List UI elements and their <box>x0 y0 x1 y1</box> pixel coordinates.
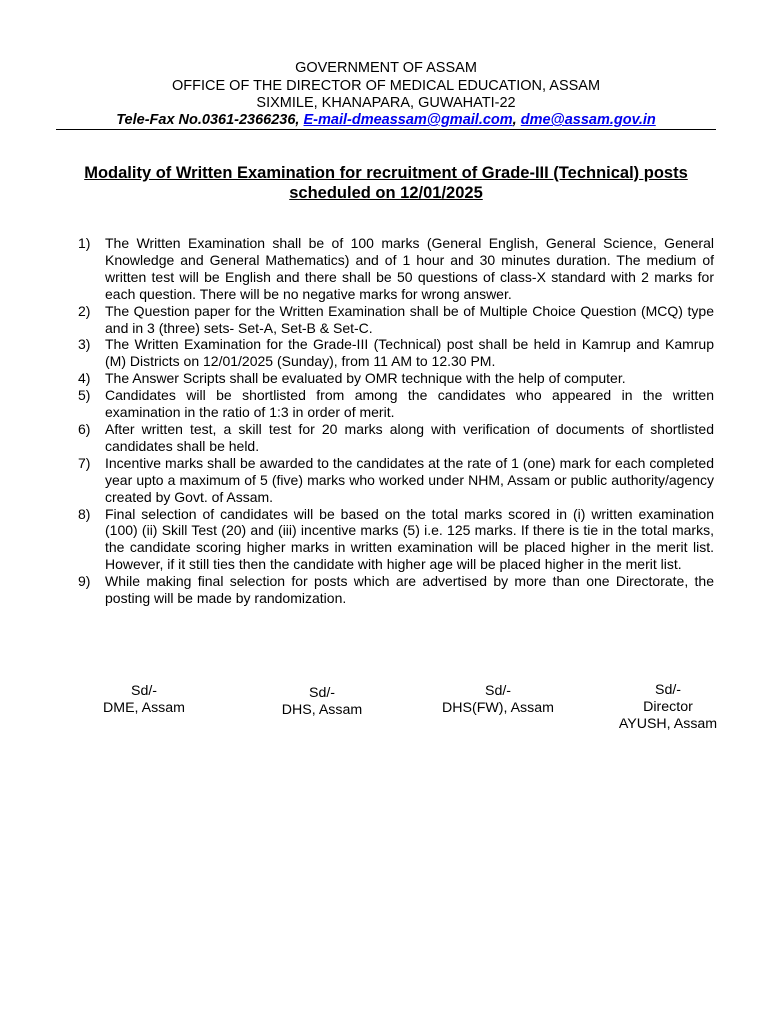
email-link-gov[interactable]: dme@assam.gov.in <box>520 112 656 128</box>
signature-sd: Sd/- <box>130 683 158 699</box>
signatory-designation: DME, Assam <box>103 700 185 716</box>
signature-dhs <box>262 685 382 719</box>
list-item <box>78 235 714 303</box>
list-item <box>78 421 714 455</box>
list-item <box>78 303 714 337</box>
list-item <box>78 455 714 506</box>
item-text: While making final selection for posts which are advertised by more than one Directorate, the posting will be made by randomization. <box>105 573 714 607</box>
item-number: 9) <box>78 573 91 590</box>
list-item <box>78 370 714 387</box>
list-item <box>78 573 714 607</box>
item-text: The Answer Scripts shall be evaluated by OMR technique with the help of computer. <box>105 370 626 387</box>
item-text: The Written Examination for the Grade-III (Technical) post shall be held in Kamrup and Kamrup (M) Districts on 12/01/2025 (Sunday), from 11 AM to 12.30 PM. <box>105 336 714 370</box>
item-text: Final selection of candidates will be based on the total marks scored in (i) written examination (100) (ii) Skill Test (20) and (iii) incentive marks (5) i.e. 125 marks. If there is tie in the total marks, the candidate scoring higher marks in written examination will be placed higher in the merit list. However, if it still ties then the candidate with higher age will be placed higher in the merit list. <box>105 505 714 573</box>
list-item <box>78 387 714 421</box>
item-number: 8) <box>78 505 91 522</box>
signature-sd: Sd/- <box>308 685 336 701</box>
item-text: The Question paper for the Written Examination shall be of Multiple Choice Question (MCQ) type and in 3 (three) sets- Set-A, Set-B & Set-C. <box>105 302 714 336</box>
item-text: The Written Examination shall be of 100 marks (General English, General Science, General Knowledge and General Mathematics) and of 1 hour and 30 minutes duration. The medium of written test will be English and there shall be 50 questions of class-X standard with 2 marks for each question. There will be no negative marks for wrong answer. <box>105 235 714 302</box>
item-text: Incentive marks shall be awarded to the candidates at the rate of 1 (one) mark for each completed year upto a maximum of 5 (five) marks who worked under NHM, Assam or public authority/agency created by Govt. of Assam. <box>105 454 714 505</box>
document-title-date: scheduled on 12/01/2025 <box>289 184 483 202</box>
contact-telefax: Tele-Fax No.0361-2366236, <box>116 112 304 128</box>
signatory-designation: Director <box>643 699 693 715</box>
item-number: 4) <box>78 370 91 387</box>
header-contact <box>56 111 716 129</box>
signature-dme <box>84 683 204 717</box>
signatory-designation: DHS(FW), Assam <box>442 700 554 716</box>
signature-sd: Sd/- <box>654 682 682 698</box>
email-link-gmail[interactable]: E-mail-dmeassam@gmail.com <box>303 112 513 128</box>
item-text: Candidates will be shortlisted from among the candidates who appeared in the written examination in the ratio of 1:3 in order of merit. <box>105 387 714 421</box>
document-title: Modality of Written Examination for recruitment of Grade-III (Technical) posts <box>84 164 688 182</box>
item-text: After written test, a skill test for 20 marks along with verification of documents of shortlisted candidates shall be held. <box>105 420 714 454</box>
item-number: 1) <box>78 235 91 251</box>
list-item <box>78 506 714 574</box>
header-address: SIXMILE, KHANAPARA, GUWAHATI-22 <box>256 95 516 111</box>
signature-ayush <box>606 682 730 733</box>
modality-list <box>78 235 714 607</box>
list-item <box>78 336 714 370</box>
signatory-designation: DHS, Assam <box>281 702 363 718</box>
item-number: 3) <box>78 336 91 353</box>
item-number: 2) <box>78 302 91 319</box>
item-number: 6) <box>78 420 91 437</box>
item-number: 7) <box>78 454 91 471</box>
header-rule <box>56 129 716 130</box>
header-government: GOVERNMENT OF ASSAM <box>295 60 477 76</box>
header-office: OFFICE OF THE DIRECTOR OF MEDICAL EDUCATION, ASSAM <box>171 78 601 94</box>
signature-sd: Sd/- <box>484 683 512 699</box>
contact-separator: , <box>512 112 521 128</box>
signatory-department: AYUSH, Assam <box>618 716 718 732</box>
signature-dhs-fw <box>428 683 568 717</box>
item-number: 5) <box>78 387 91 404</box>
